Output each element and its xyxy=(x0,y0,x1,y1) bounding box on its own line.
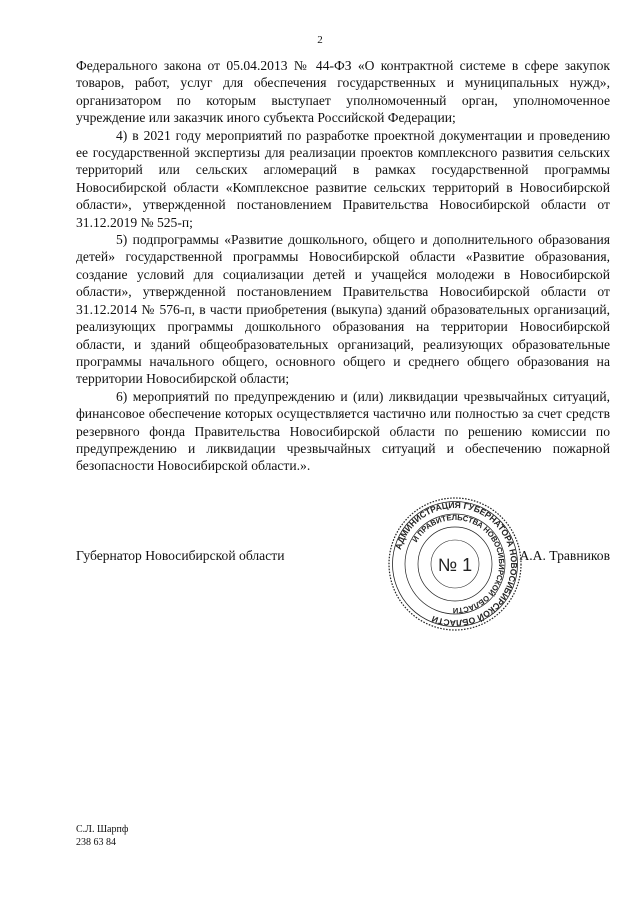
executor-phone: 238 63 84 xyxy=(76,837,116,848)
document-body xyxy=(76,57,610,475)
page-number: 2 xyxy=(317,34,323,46)
paragraph-item-5: 5) подпрограммы «Развитие дошкольного, общего и дополнительного образования детей» государственной программы Новосибирской области «Развитие образования, создание условий для социализации детей и учащейся молодежи в Новосибирской области», утвержденной постановлением Правительства Новосибирской области от 31.12.2014 № 576-п, в части приобретения (выкупа) зданий образовательных организаций, реализующих программы дошкольного образования на территории Новосибирской области, и зданий общеобразовательных организаций, реализующих образовательные программы начального общего, основного общего и среднего общего образования на территории Новосибирской области; xyxy=(76,232,610,387)
paragraph-item-6: 6) мероприятий по предупреждению и (или) ликвидации чрезвычайных ситуаций, финансовое обеспечение которых осуществляется частично или полностью за счет средств резервного фонда Правительства Новосибирской области по решению комиссии по предупреждению и ликвидации чрезвычайных ситуаций и обеспечению пожарной безопасности Новосибирской области.». xyxy=(76,388,610,474)
executor-name: С.Л. Шарпф xyxy=(76,824,129,835)
paragraph-continuation: Федерального закона от 05.04.2013 № 44-ФЗ «О контрактной системе в сфере закупок товаров, работ, услуг для обеспечения государственных и муниципальных нужд», организатором по которым выступает уполномоченный орган, уполномоченное учреждение или заказчик иного субъекта Российской Федерации; xyxy=(76,58,610,126)
paragraph-item-4: 4) в 2021 году мероприятий по разработке проектной документации и проведению ее государственной экспертизы для реализации проектов комплексного развития сельских территорий или сельских агломераций в рамках государственной программы Новосибирской области «Комплексное развитие сельских территорий в Новосибирской области», утвержденной постановлением Правительства Новосибирской области от 31.12.2019 № 525-п; xyxy=(76,127,610,230)
seal-outer-text: АДМИНИСТРАЦИЯ ГУБЕРНАТОРА НОВОСИБИРСКОЙ ОБЛАСТИ xyxy=(393,499,520,629)
signatory-position: Губернатор Новосибирской области xyxy=(76,548,285,563)
seal-inner-text: И ПРАВИТЕЛЬСТВА НОВОСИБИРСКОЙ ОБЛАСТИ xyxy=(410,512,507,616)
signatory-name: А.А. Травников xyxy=(519,548,610,563)
seal-number: № 1 xyxy=(437,555,473,575)
executor-info xyxy=(76,823,128,849)
official-seal xyxy=(385,494,525,634)
